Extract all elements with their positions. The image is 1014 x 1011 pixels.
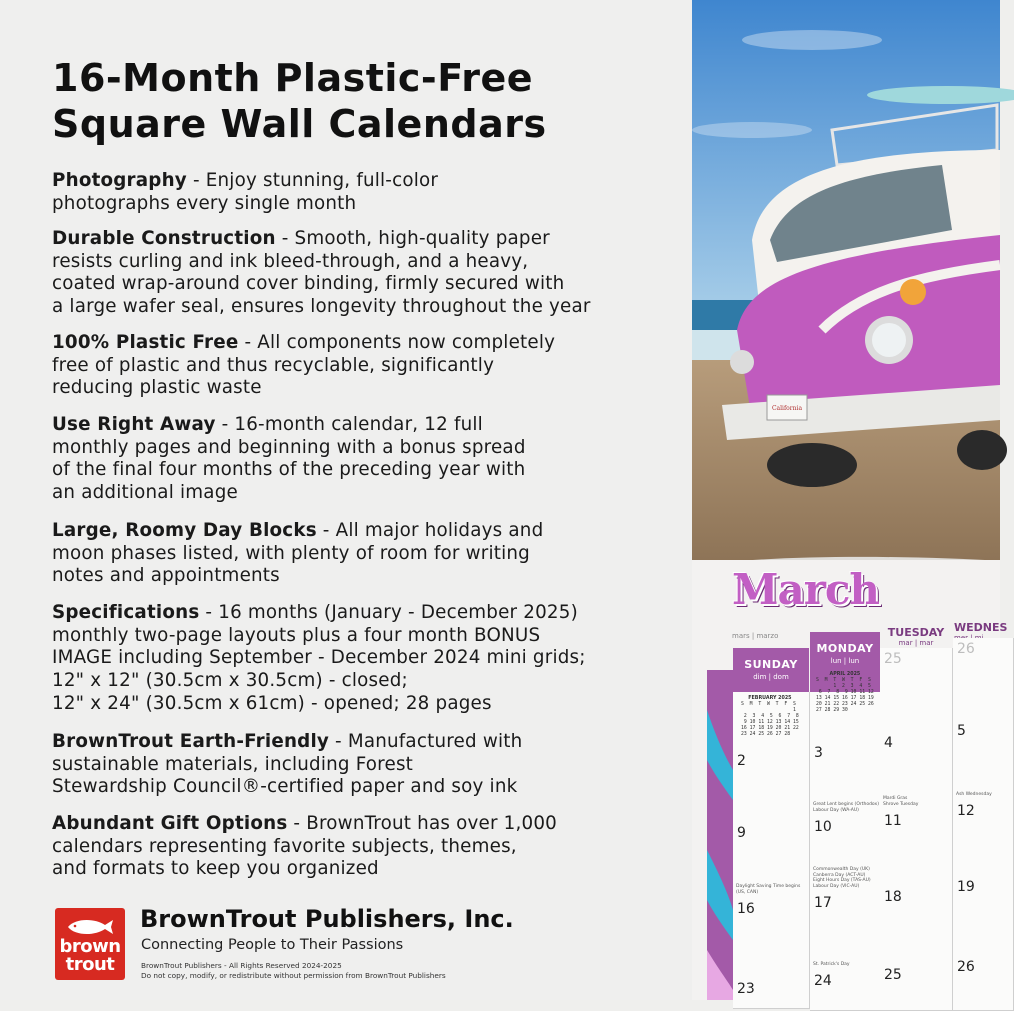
day-cell[interactable] [880, 964, 953, 1011]
day-number: 10 [814, 819, 832, 835]
feature-text: coated wrap-around cover binding, firmly secured with [52, 273, 565, 295]
feature-use-right-away [52, 414, 692, 505]
day-number: 5 [957, 723, 966, 739]
title-line-1: 16-Month Plastic-Free [52, 56, 534, 100]
day-name: TUESDAY [887, 626, 945, 639]
feature-day-blocks [52, 520, 692, 588]
day-cell[interactable] [880, 732, 953, 811]
day-header-tuesday [880, 620, 952, 650]
day-number: 12 [957, 803, 975, 819]
logo-text-brown: brown [59, 936, 121, 957]
license-plate-text: California [771, 405, 803, 412]
day-sub: lun | lun [830, 657, 860, 665]
month-title: March [732, 565, 879, 614]
mini-row: S M T W T F S [816, 678, 871, 683]
feature-photography [52, 170, 692, 215]
march-calendar-page [692, 560, 1008, 1000]
day-number: 9 [737, 825, 746, 841]
feature-text: calendars representing favorite subjects, themes, [52, 835, 517, 857]
day-cell[interactable] [810, 970, 881, 1011]
day-number: 4 [884, 735, 893, 751]
day-cell[interactable] [953, 720, 1014, 801]
day-header-sunday [733, 648, 809, 692]
day-cell[interactable] [880, 810, 953, 887]
day-name: MONDAY [816, 642, 874, 655]
feature-text: notes and appointments [52, 565, 280, 587]
feature-text: Stewardship Council®-certified paper and soy ink [52, 776, 518, 798]
mini-row: 6 7 8 9 10 11 12 [816, 690, 874, 695]
day-number: 24 [814, 973, 832, 989]
feature-text: - BrownTrout has over 1,000 [287, 813, 558, 834]
holiday-note: St. Patrick's Day [813, 961, 850, 967]
holiday-note: Commonwealth Day (UK) Canberra Day (ACT-AU) Eight Hours Day (TAS-AU) Labour Day (VIC-AU) [813, 867, 871, 889]
day-number: 25 [884, 967, 902, 983]
holiday-note: Daylight Saving Time begins (US, CAN) [736, 884, 801, 895]
day-number: 3 [814, 745, 823, 761]
feature-text: sustainable materials, including Forest [52, 753, 414, 775]
mini-row: 16 17 18 19 20 21 22 [741, 726, 799, 731]
copyright-line: BrownTrout Publishers - All Rights Reserved 2024-2025 [141, 961, 342, 970]
day-sub: mar | mar [898, 639, 934, 647]
feature-text: a large wafer seal, ensures longevity throughout the year [52, 296, 591, 318]
day-cell[interactable] [810, 816, 881, 893]
day-number: 26 [957, 959, 975, 975]
feature-text: of the final four months of the preceding year with [52, 459, 526, 481]
mini-row: 20 21 22 23 24 25 26 [816, 702, 874, 707]
feature-text: - Manufactured with [329, 731, 523, 752]
mini-row: S M T W T F S [741, 702, 796, 707]
feature-text: and formats to keep you organized [52, 858, 379, 880]
day-cell[interactable] [733, 898, 810, 979]
day-number: 19 [957, 879, 975, 895]
feature-heading: Large, Roomy Day Blocks [52, 520, 317, 541]
feature-text: reducing plastic waste [52, 377, 262, 399]
mini-row: 9 10 11 12 13 14 15 [741, 720, 799, 725]
feature-heading: Specifications [52, 602, 200, 623]
day-number: 16 [737, 901, 755, 917]
mini-calendar-cell [810, 672, 881, 743]
day-cell[interactable] [953, 876, 1014, 957]
publisher-tagline: Connecting People to Their Passions [141, 937, 404, 953]
feature-text: an additional image [52, 482, 238, 504]
mini-calendar-february [741, 696, 799, 738]
feature-text: resists curling and ink bleed-through, and a heavy, [52, 250, 529, 272]
holiday-note: Mardi Gras Shrove Tuesday [883, 796, 919, 807]
month-subtitle: mars | marzo [732, 632, 779, 640]
feature-heading: Photography [52, 170, 187, 191]
redistribution-line: Do not copy, modify, or redistribute without permission from BrownTrout Publishers [141, 971, 446, 980]
feature-durable-construction [52, 228, 692, 319]
feature-plastic-free [52, 332, 692, 400]
mini-row: 13 14 15 16 17 18 19 [816, 696, 874, 701]
day-cell[interactable] [810, 892, 881, 971]
feature-text: - 16 months (January - December 2025) [199, 602, 578, 623]
feature-text: 12" x 12" (30.5cm x 30.5cm) - closed; [52, 670, 408, 692]
browntrout-logo [55, 908, 125, 980]
day-name: SUNDAY [744, 658, 798, 671]
day-number: 23 [737, 981, 755, 997]
mini-row: 27 28 29 30 [816, 708, 848, 713]
feature-heading: Abundant Gift Options [52, 813, 288, 834]
copyright-notice [141, 961, 446, 981]
day-number: 17 [814, 895, 832, 911]
feature-earth-friendly [52, 731, 692, 799]
day-number: 25 [884, 651, 902, 667]
trout-icon [65, 916, 115, 938]
day-cell[interactable] [880, 648, 953, 733]
decorative-stripe [707, 670, 733, 1000]
day-cell[interactable] [733, 822, 810, 899]
mini-row: 1 2 3 4 5 [816, 684, 871, 689]
mini-row: 2 3 4 5 6 7 8 [741, 714, 799, 719]
feature-specifications [52, 602, 692, 716]
feature-text: moon phases listed, with plenty of room for writing [52, 542, 530, 564]
feature-text: IMAGE including September - December 2024 mini grids; [52, 647, 586, 669]
feature-text: - 16-month calendar, 12 full [215, 414, 483, 435]
day-cell[interactable] [953, 956, 1014, 1011]
day-number: 11 [884, 813, 902, 829]
vw-bus-photo [692, 0, 1000, 560]
feature-heading: Use Right Away [52, 414, 216, 435]
feature-text: photographs every single month [52, 192, 357, 214]
day-cell[interactable] [880, 886, 953, 965]
feature-heading: 100% Plastic Free [52, 332, 239, 353]
holiday-note: Great Lent begins (Orthodox) Labour Day (WA-AU) [813, 802, 879, 813]
day-cell[interactable] [953, 638, 1014, 721]
feature-text: - Enjoy stunning, full-color [186, 170, 439, 191]
page-title [52, 55, 547, 147]
day-number: 26 [957, 641, 975, 657]
day-name: WEDNES [954, 621, 1008, 634]
mini-calendar-cell [733, 692, 810, 751]
mini-calendar-title: APRIL 2025 [829, 672, 861, 677]
feature-gift-options [52, 813, 692, 881]
day-number: 18 [884, 889, 902, 905]
feature-text: - Smooth, high-quality paper [275, 228, 550, 249]
day-sub: dim | dom [753, 673, 789, 681]
feature-text: 12" x 24" (30.5cm x 61cm) - opened; 28 pages [52, 692, 492, 714]
feature-text: - All major holidays and [316, 520, 544, 541]
day-number: 2 [737, 753, 746, 769]
feature-text: monthly two-page layouts plus a four month BONUS [52, 624, 541, 646]
feature-heading: Durable Construction [52, 228, 276, 249]
publisher-name: BrownTrout Publishers, Inc. [140, 905, 514, 933]
logo-text-trout: trout [65, 954, 115, 975]
mini-calendar-title: FEBRUARY 2025 [748, 696, 792, 701]
mini-row: 1 [741, 708, 796, 713]
day-cell[interactable] [953, 800, 1014, 877]
mini-calendar-april [816, 672, 874, 714]
feature-text: free of plastic and thus recyclable, significantly [52, 354, 495, 376]
day-cell[interactable] [733, 750, 810, 823]
feature-heading: BrownTrout Earth-Friendly [52, 731, 330, 752]
calendar-preview [692, 0, 1008, 1000]
feature-text: - All components now completely [238, 332, 556, 353]
holiday-note: Ash Wednesday [956, 791, 992, 797]
feature-text: monthly pages and beginning with a bonus spread [52, 436, 526, 458]
title-line-2: Square Wall Calendars [52, 102, 547, 146]
mini-row: 23 24 25 26 27 28 [741, 732, 791, 737]
day-cell[interactable] [810, 742, 881, 817]
day-cell[interactable] [733, 978, 810, 1009]
